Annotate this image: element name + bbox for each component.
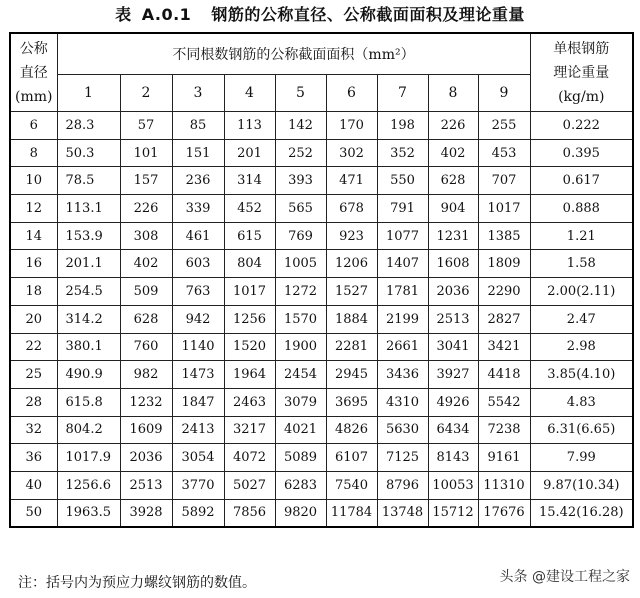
table-row <box>10 222 633 250</box>
area-cell: 252 <box>275 139 326 167</box>
area-cell: 3927 <box>428 361 478 389</box>
weight-cell: 9.87(10.34) <box>530 471 633 499</box>
area-cell: 3770 <box>172 471 224 499</box>
table-title-number: A.0.1 <box>141 5 192 24</box>
area-cell: 380.1 <box>57 333 120 361</box>
area-cell: 1900 <box>275 333 326 361</box>
diameter-header-line: (mm) <box>15 88 53 105</box>
table-row <box>10 305 633 333</box>
area-cell: 11310 <box>478 471 530 499</box>
area-cell: 113.1 <box>57 195 120 223</box>
area-cell: 471 <box>326 167 377 195</box>
area-cell: 923 <box>326 222 377 250</box>
area-cell: 1256.6 <box>57 471 120 499</box>
area-cell: 2036 <box>120 444 172 472</box>
area-cell: 3054 <box>172 444 224 472</box>
area-header: 不同根数钢筋的公称截面面积（mm²） <box>57 33 530 75</box>
area-cell: 1140 <box>172 333 224 361</box>
area-cell: 393 <box>275 167 326 195</box>
area-cell: 5089 <box>275 444 326 472</box>
area-cell: 314.2 <box>57 305 120 333</box>
rebar-table <box>9 32 634 528</box>
table-row <box>10 195 633 223</box>
area-cell: 157 <box>120 167 172 195</box>
area-cell: 4072 <box>224 444 275 472</box>
weight-cell: 7.99 <box>530 444 633 472</box>
area-cell: 3421 <box>478 333 530 361</box>
area-cell: 1963.5 <box>57 499 120 527</box>
weight-cell: 0.222 <box>530 112 633 140</box>
diameter-cell: 25 <box>10 361 57 389</box>
area-cell: 1884 <box>326 305 377 333</box>
area-cell: 769 <box>275 222 326 250</box>
watermark: 头条 @建设工程之家 <box>499 569 630 585</box>
weight-cell: 2.00(2.11) <box>530 278 633 306</box>
table-row <box>10 333 633 361</box>
area-cell: 1231 <box>428 222 478 250</box>
area-cell: 2413 <box>172 416 224 444</box>
area-cell: 1570 <box>275 305 326 333</box>
area-cell: 7856 <box>224 499 275 527</box>
diameter-cell: 40 <box>10 471 57 499</box>
area-cell: 1847 <box>172 388 224 416</box>
area-cell: 5630 <box>377 416 428 444</box>
area-cell: 461 <box>172 222 224 250</box>
area-cell: 942 <box>172 305 224 333</box>
area-cell: 201 <box>224 139 275 167</box>
area-cell: 603 <box>172 250 224 278</box>
area-cell: 255 <box>478 112 530 140</box>
diameter-cell: 18 <box>10 278 57 306</box>
area-cell: 1272 <box>275 278 326 306</box>
area-cell: 3436 <box>377 361 428 389</box>
area-cell: 3928 <box>120 499 172 527</box>
footnote: 注：括号内为预应力螺纹钢筋的数值。 <box>18 575 256 591</box>
diameter-cell: 32 <box>10 416 57 444</box>
area-cell: 1077 <box>377 222 428 250</box>
area-cell: 550 <box>377 167 428 195</box>
area-cell: 707 <box>478 167 530 195</box>
area-cell: 1017 <box>224 278 275 306</box>
area-cell: 509 <box>120 278 172 306</box>
count-header-cell: 5 <box>275 75 326 112</box>
weight-header-line: 单根钢筋 <box>553 40 610 57</box>
area-cell: 2513 <box>120 471 172 499</box>
area-cell: 7125 <box>377 444 428 472</box>
count-header-cell: 4 <box>224 75 275 112</box>
area-cell: 6283 <box>275 471 326 499</box>
diameter-cell: 8 <box>10 139 57 167</box>
table-title <box>0 0 640 30</box>
area-cell: 1527 <box>326 278 377 306</box>
table-row <box>10 444 633 472</box>
weight-cell: 2.47 <box>530 305 633 333</box>
table-body <box>10 112 633 528</box>
area-cell: 1017 <box>478 195 530 223</box>
weight-cell: 0.395 <box>530 139 633 167</box>
area-cell: 85 <box>172 112 224 140</box>
area-cell: 302 <box>326 139 377 167</box>
area-cell: 78.5 <box>57 167 120 195</box>
area-cell: 5892 <box>172 499 224 527</box>
area-cell: 1017.9 <box>57 444 120 472</box>
area-cell: 452 <box>224 195 275 223</box>
weight-cell: 1.58 <box>530 250 633 278</box>
area-cell: 1407 <box>377 250 428 278</box>
area-cell: 201.1 <box>57 250 120 278</box>
area-cell: 453 <box>478 139 530 167</box>
area-cell: 10053 <box>428 471 478 499</box>
area-cell: 3079 <box>275 388 326 416</box>
weight-cell: 3.85(4.10) <box>530 361 633 389</box>
table-row <box>10 112 633 140</box>
table-row <box>10 250 633 278</box>
area-cell: 2513 <box>428 305 478 333</box>
area-cell: 8796 <box>377 471 428 499</box>
area-cell: 352 <box>377 139 428 167</box>
area-cell: 1232 <box>120 388 172 416</box>
area-cell: 2199 <box>377 305 428 333</box>
area-cell: 7238 <box>478 416 530 444</box>
diameter-header-line: 直径 <box>19 64 48 81</box>
area-cell: 904 <box>428 195 478 223</box>
area-cell: 763 <box>172 278 224 306</box>
area-cell: 2463 <box>224 388 275 416</box>
weight-cell: 1.21 <box>530 222 633 250</box>
diameter-cell: 28 <box>10 388 57 416</box>
area-cell: 314 <box>224 167 275 195</box>
diameter-cell: 14 <box>10 222 57 250</box>
area-cell: 226 <box>428 112 478 140</box>
count-header-cell: 7 <box>377 75 428 112</box>
area-cell: 5542 <box>478 388 530 416</box>
diameter-cell: 6 <box>10 112 57 140</box>
area-cell: 3217 <box>224 416 275 444</box>
area-cell: 615.8 <box>57 388 120 416</box>
area-cell: 628 <box>428 167 478 195</box>
area-cell: 4926 <box>428 388 478 416</box>
area-cell: 1608 <box>428 250 478 278</box>
diameter-cell: 20 <box>10 305 57 333</box>
area-cell: 2454 <box>275 361 326 389</box>
area-cell: 1964 <box>224 361 275 389</box>
area-cell: 170 <box>326 112 377 140</box>
area-cell: 142 <box>275 112 326 140</box>
area-cell: 339 <box>172 195 224 223</box>
diameter-cell: 12 <box>10 195 57 223</box>
area-cell: 4021 <box>275 416 326 444</box>
area-cell: 1005 <box>275 250 326 278</box>
area-cell: 804 <box>224 250 275 278</box>
area-cell: 9161 <box>478 444 530 472</box>
area-cell: 11784 <box>326 499 377 527</box>
table-row <box>10 388 633 416</box>
area-cell: 615 <box>224 222 275 250</box>
weight-cell: 6.31(6.65) <box>530 416 633 444</box>
area-cell: 1206 <box>326 250 377 278</box>
table-row <box>10 167 633 195</box>
area-cell: 3041 <box>428 333 478 361</box>
area-cell: 2290 <box>478 278 530 306</box>
area-cell: 6107 <box>326 444 377 472</box>
area-cell: 2945 <box>326 361 377 389</box>
area-cell: 4310 <box>377 388 428 416</box>
area-cell: 28.3 <box>57 112 120 140</box>
table-row <box>10 361 633 389</box>
area-cell: 402 <box>120 250 172 278</box>
area-cell: 151 <box>172 139 224 167</box>
area-cell: 804.2 <box>57 416 120 444</box>
area-cell: 15712 <box>428 499 478 527</box>
table-row <box>10 278 633 306</box>
count-header-cell: 2 <box>120 75 172 112</box>
weight-cell: 15.42(16.28) <box>530 499 633 527</box>
area-cell: 1781 <box>377 278 428 306</box>
area-cell: 791 <box>377 195 428 223</box>
weight-header-line: (kg/m) <box>558 88 605 105</box>
area-cell: 2661 <box>377 333 428 361</box>
area-cell: 226 <box>120 195 172 223</box>
table-title-text: 钢筋的公称直径、公称截面面积及理论重量 <box>211 5 525 24</box>
table-row <box>10 499 633 527</box>
area-cell: 628 <box>120 305 172 333</box>
area-cell: 565 <box>275 195 326 223</box>
area-cell: 101 <box>120 139 172 167</box>
area-cell: 13748 <box>377 499 428 527</box>
diameter-cell: 10 <box>10 167 57 195</box>
diameter-cell: 22 <box>10 333 57 361</box>
area-cell: 50.3 <box>57 139 120 167</box>
area-cell: 4418 <box>478 361 530 389</box>
area-cell: 308 <box>120 222 172 250</box>
area-cell: 760 <box>120 333 172 361</box>
weight-header-line: 理论重量 <box>553 64 610 81</box>
area-cell: 1609 <box>120 416 172 444</box>
weight-cell: 0.888 <box>530 195 633 223</box>
area-cell: 6434 <box>428 416 478 444</box>
area-cell: 8143 <box>428 444 478 472</box>
area-cell: 9820 <box>275 499 326 527</box>
area-cell: 1256 <box>224 305 275 333</box>
area-cell: 678 <box>326 195 377 223</box>
count-header-cell: 9 <box>478 75 530 112</box>
diameter-cell: 36 <box>10 444 57 472</box>
weight-cell: 2.98 <box>530 333 633 361</box>
area-cell: 236 <box>172 167 224 195</box>
area-cell: 198 <box>377 112 428 140</box>
count-header-cell: 3 <box>172 75 224 112</box>
area-cell: 17676 <box>478 499 530 527</box>
table-row <box>10 139 633 167</box>
area-cell: 2827 <box>478 305 530 333</box>
area-cell: 57 <box>120 112 172 140</box>
table-row <box>10 471 633 499</box>
area-cell: 254.5 <box>57 278 120 306</box>
area-cell: 1473 <box>172 361 224 389</box>
area-cell: 113 <box>224 112 275 140</box>
area-cell: 1385 <box>478 222 530 250</box>
area-cell: 1520 <box>224 333 275 361</box>
area-cell: 3695 <box>326 388 377 416</box>
diameter-header-line: 公称 <box>19 40 48 57</box>
table-title-prefix: 表 <box>115 5 132 24</box>
area-cell: 490.9 <box>57 361 120 389</box>
count-header-cell: 8 <box>428 75 478 112</box>
area-cell: 4826 <box>326 416 377 444</box>
area-cell: 1809 <box>478 250 530 278</box>
area-cell: 7540 <box>326 471 377 499</box>
weight-header <box>530 33 633 112</box>
count-header-cell: 1 <box>57 75 120 112</box>
count-header-cell: 6 <box>326 75 377 112</box>
area-cell: 982 <box>120 361 172 389</box>
diameter-header <box>10 33 57 112</box>
diameter-cell: 16 <box>10 250 57 278</box>
area-cell: 2281 <box>326 333 377 361</box>
weight-cell: 0.617 <box>530 167 633 195</box>
area-cell: 2036 <box>428 278 478 306</box>
area-cell: 153.9 <box>57 222 120 250</box>
diameter-cell: 50 <box>10 499 57 527</box>
table-row <box>10 416 633 444</box>
area-cell: 402 <box>428 139 478 167</box>
area-cell: 5027 <box>224 471 275 499</box>
weight-cell: 4.83 <box>530 388 633 416</box>
